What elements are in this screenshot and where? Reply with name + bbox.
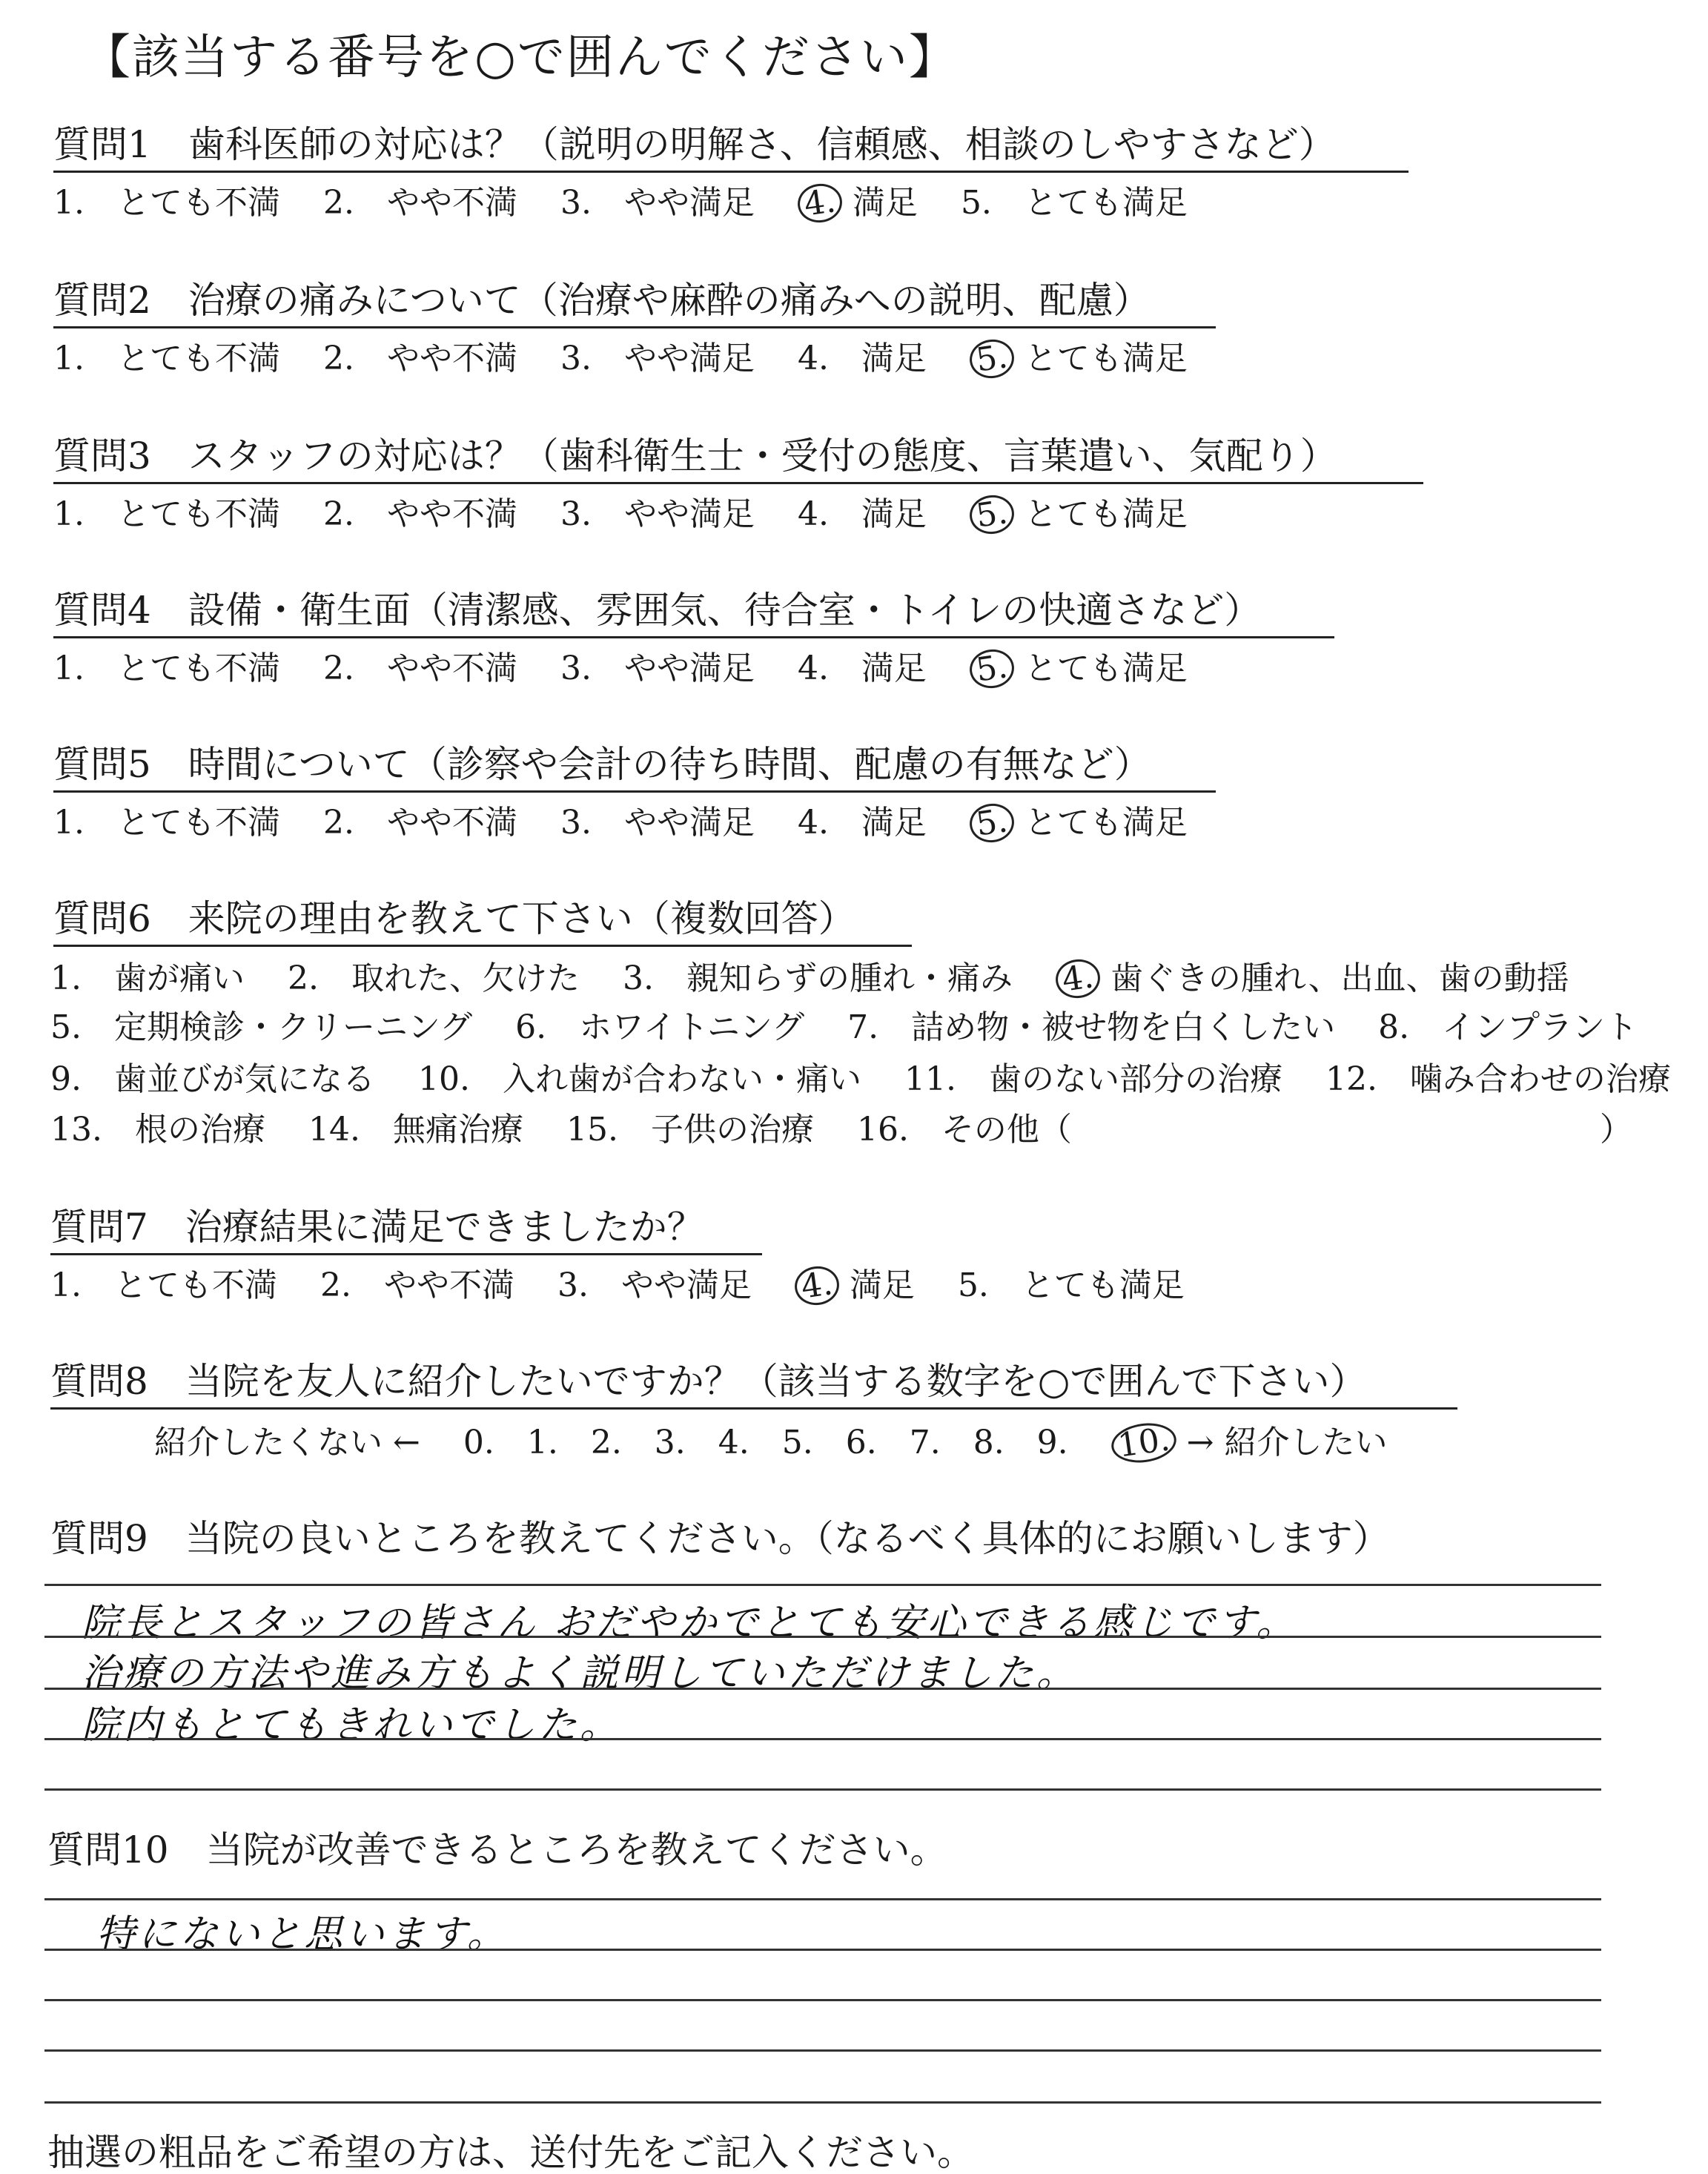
option-3[interactable]: 3. やや満足	[560, 184, 755, 222]
reason-15[interactable]: 15. 子供の治療	[566, 1111, 814, 1149]
reason-10[interactable]: 10. 入れ歯が合わない・痛い	[417, 1060, 861, 1098]
option-4-text: 満足	[849, 1266, 915, 1304]
ruled-line	[44, 2101, 1601, 2104]
page-title: 【該当する番号を○で囲んでください】	[83, 30, 958, 85]
answer-9-line-1[interactable]: 院長とスタッフの皆さん おだやかでとても安心できる感じです。	[82, 1601, 1298, 1645]
ruled-line	[44, 1688, 1601, 1690]
option-1[interactable]: 1. とても不満	[53, 650, 280, 687]
option-4[interactable]: 4. 満足	[797, 340, 927, 377]
question-6-row-1	[50, 959, 1569, 998]
ruled-line	[44, 1898, 1601, 1900]
question-6-row-4	[50, 1111, 1072, 1149]
option-5-circled[interactable]: 5.	[967, 492, 1017, 537]
reason-9[interactable]: 9. 歯並びが気になる	[50, 1060, 375, 1098]
question-5-options	[53, 804, 1188, 842]
option-4-circled[interactable]: 4.	[792, 1263, 842, 1308]
ruled-line	[44, 1636, 1601, 1638]
option-2[interactable]: 2. やや不満	[322, 495, 517, 533]
reason-14[interactable]: 14. 無痛治療	[308, 1111, 523, 1149]
reason-12[interactable]: 12. 噛み合わせの治療	[1325, 1060, 1671, 1098]
option-2[interactable]: 2. やや不満	[322, 804, 517, 842]
question-3-options	[53, 495, 1188, 534]
reason-6[interactable]: 6. ホワイトニング	[515, 1008, 805, 1046]
reason-16[interactable]: 16. その他（	[856, 1111, 1072, 1149]
reason-3[interactable]: 3. 親知らずの腫れ・痛み	[622, 959, 1013, 997]
footer-note: 抽選の粗品をご希望の方は、送付先をご記入ください。	[47, 2131, 974, 2174]
question-3-label: 質問3 スタッフの対応は？（歯科衛生士・受付の態度、言葉遣い、気配り）	[53, 437, 1423, 484]
question-2-options	[53, 337, 1188, 380]
option-2[interactable]: 2. やや不満	[322, 184, 517, 222]
ruled-line	[44, 1738, 1601, 1740]
question-10-label: 質問10 当院が改善できるところを教えてください。	[47, 1828, 947, 1871]
answer-10-line-1[interactable]: 特にないと思います。	[96, 1912, 509, 1957]
reason-13[interactable]: 13. 根の治療	[50, 1111, 265, 1149]
option-5-text: とても満足	[1024, 804, 1188, 842]
option-5-text: とても満足	[1024, 650, 1188, 687]
option-5-text: とても満足	[1024, 495, 1188, 533]
question-6-label: 質問6 来院の理由を教えて下さい（複数回答）	[53, 900, 912, 947]
ruled-line	[44, 1788, 1601, 1791]
ruled-line	[44, 2049, 1601, 2052]
option-4-text: 満足	[852, 184, 918, 222]
answer-9-line-3[interactable]: 院内もとてもきれいでした。	[82, 1703, 622, 1748]
reason-4-text: 歯ぐきの腫れ、出血、歯の動揺	[1110, 959, 1569, 997]
option-5[interactable]: 5. とても満足	[957, 1266, 1185, 1304]
option-2[interactable]: 2. やや不満	[322, 650, 517, 687]
option-4[interactable]: 4. 満足	[797, 804, 927, 842]
option-4[interactable]: 4. 満足	[797, 650, 927, 687]
scale-left-label: 紹介したくない ←	[154, 1424, 420, 1461]
option-3[interactable]: 3. やや満足	[560, 340, 755, 377]
question-5-label: 質問5 時間について（診察や会計の待ち時間、配慮の有無など）	[53, 746, 1216, 793]
question-1-label: 質問1 歯科医師の対応は？（説明の明解さ、信頼感、相談のしやすさなど）	[53, 126, 1409, 173]
option-5-circled[interactable]: 5.	[967, 647, 1017, 691]
reason-4-circled[interactable]: 4.	[1053, 957, 1103, 1001]
option-3[interactable]: 3. やや満足	[560, 804, 755, 842]
option-1[interactable]: 1. とても不満	[53, 495, 280, 533]
ruled-line	[44, 1999, 1601, 2001]
option-4[interactable]: 4. 満足	[797, 495, 927, 533]
option-5-circled[interactable]: 5.	[967, 801, 1017, 845]
reason-1[interactable]: 1. 歯が痛い	[50, 959, 245, 997]
reason-7[interactable]: 7. 詰め物・被せ物を白くしたい	[847, 1008, 1336, 1046]
option-4-circled[interactable]: 4.	[795, 181, 845, 225]
scale-numbers[interactable]: 0. 1. 2. 3. 4. 5. 6. 7. 8. 9.	[463, 1424, 1068, 1461]
scale-right-label: → 紹介したい	[1186, 1424, 1388, 1461]
option-5-circled[interactable]: 5.	[967, 337, 1017, 381]
reason-11[interactable]: 11. 歯のない部分の治療	[904, 1060, 1282, 1098]
option-1[interactable]: 1. とても不満	[50, 1266, 277, 1304]
answer-9-line-2[interactable]: 治療の方法や進み方もよく説明していただけました。	[82, 1651, 1079, 1696]
option-1[interactable]: 1. とても不満	[53, 804, 280, 842]
reason-5[interactable]: 5. 定期検診・クリーニング	[50, 1008, 473, 1046]
reason-8[interactable]: 8. インプラント	[1378, 1008, 1638, 1046]
option-3[interactable]: 3. やや満足	[560, 495, 755, 533]
question-6-row-3	[50, 1060, 1671, 1098]
ruled-line	[44, 1949, 1601, 1951]
question-8-scale	[154, 1420, 1388, 1465]
question-9-label: 質問9 当院の良いところを教えてください。（なるべく具体的にお願いします）	[50, 1517, 1390, 1560]
option-1[interactable]: 1. とても不満	[53, 184, 280, 222]
question-2-label: 質問2 治療の痛みについて（治療や麻酔の痛みへの説明、配慮）	[53, 282, 1216, 328]
option-5-text: とても満足	[1024, 340, 1188, 377]
option-2[interactable]: 2. やや不満	[320, 1266, 514, 1304]
option-5[interactable]: 5. とても満足	[960, 184, 1188, 222]
option-3[interactable]: 3. やや満足	[557, 1266, 752, 1304]
question-6-row-2	[50, 1008, 1638, 1046]
question-8-label: 質問8 当院を友人に紹介したいですか？（該当する数字を○で囲んで下さい）	[50, 1363, 1457, 1410]
question-4-options	[53, 647, 1188, 690]
option-1[interactable]: 1. とても不満	[53, 340, 280, 377]
question-7-label: 質問7 治療結果に満足できましたか？	[50, 1209, 762, 1255]
ruled-line	[44, 1584, 1601, 1586]
question-7-options	[50, 1266, 1185, 1305]
reason-16-close-paren: ）	[1600, 1111, 1632, 1149]
option-2[interactable]: 2. やや不満	[322, 340, 517, 377]
question-1-options	[53, 184, 1188, 222]
reason-2[interactable]: 2. 取れた、欠けた	[287, 959, 580, 997]
question-4-label: 質問4 設備・衛生面（清潔感、雰囲気、待合室・トイレの快適さなど）	[53, 592, 1334, 638]
scale-10-circled[interactable]: 10.	[1108, 1419, 1178, 1467]
option-3[interactable]: 3. やや満足	[560, 650, 755, 687]
